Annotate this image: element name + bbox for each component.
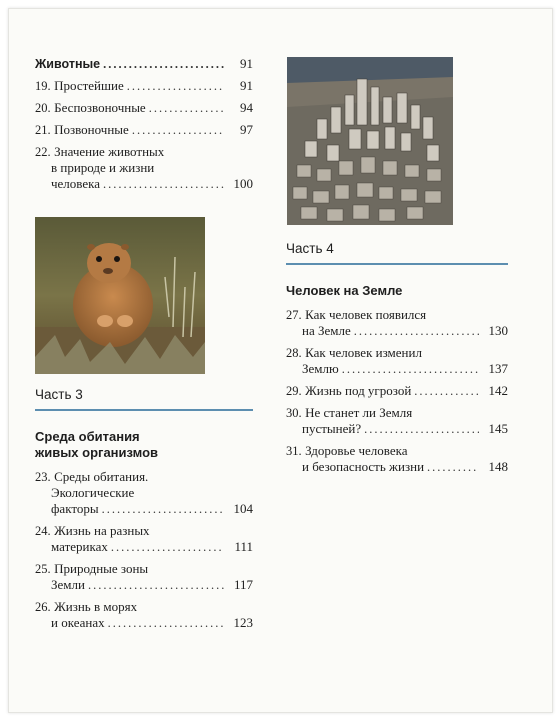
chapter-title: Как человек изменил bbox=[305, 345, 422, 360]
section-title-line: Человек на Земле bbox=[286, 283, 403, 298]
toc-list-part-3 bbox=[35, 469, 253, 631]
toc-heading-animals bbox=[35, 56, 253, 72]
chapter-number: 25. bbox=[35, 562, 51, 576]
toc-entry-line bbox=[286, 405, 508, 421]
page-number: 97 bbox=[240, 122, 253, 137]
chapter-title: Жизнь в морях bbox=[54, 599, 138, 614]
toc-entry-line bbox=[286, 459, 508, 475]
toc-entry-line bbox=[35, 78, 253, 94]
toc-entry-line bbox=[35, 176, 253, 192]
part-divider bbox=[35, 409, 253, 411]
chapter-number: 21. bbox=[35, 123, 51, 137]
toc-list-part-4 bbox=[286, 307, 508, 475]
chapter-title: Как человек появился bbox=[305, 307, 427, 322]
page-number: 145 bbox=[488, 421, 508, 436]
part-label: Часть 3 bbox=[35, 387, 83, 402]
toc-entry-line bbox=[286, 443, 508, 459]
leader-dots bbox=[364, 421, 479, 437]
toc-entry bbox=[35, 561, 253, 593]
chapter-title: Среды обитания. bbox=[54, 469, 149, 484]
chapter-title: Беспозвоночные bbox=[54, 100, 146, 115]
chapter-title: Простейшие bbox=[54, 78, 124, 93]
chapter-title: Жизнь под угрозой bbox=[305, 383, 412, 398]
chapter-title: на Земле bbox=[302, 323, 351, 338]
page-number: 100 bbox=[233, 176, 253, 191]
toc-animals bbox=[35, 56, 253, 198]
page-number: 148 bbox=[488, 459, 508, 474]
toc-entry-line bbox=[35, 615, 253, 631]
toc-entry bbox=[35, 144, 253, 192]
chapter-title: и безопасность жизни bbox=[302, 459, 425, 474]
toc-entry-line bbox=[35, 122, 253, 138]
page-number: 130 bbox=[488, 323, 508, 338]
chapter-title: Земли bbox=[51, 577, 85, 592]
section-title-line: Среда обитания bbox=[35, 429, 140, 444]
chapter-number: 26. bbox=[35, 600, 51, 614]
chapter-title: Природные зоны bbox=[54, 561, 149, 576]
toc-entry-line bbox=[35, 539, 253, 555]
page-number: 142 bbox=[488, 383, 508, 398]
toc-entry bbox=[35, 469, 253, 517]
chapter-title: человека bbox=[51, 176, 101, 191]
leader-dots bbox=[127, 78, 224, 94]
leader-dots bbox=[427, 459, 479, 475]
section-title bbox=[286, 283, 508, 299]
toc-entry bbox=[286, 345, 508, 377]
part-divider bbox=[286, 263, 508, 265]
toc-entry bbox=[35, 599, 253, 631]
leader-dots bbox=[132, 122, 224, 138]
leader-dots bbox=[103, 56, 224, 72]
page-number: 91 bbox=[240, 56, 253, 71]
page-number: 137 bbox=[488, 361, 508, 376]
chapter-title: Здоровье человека bbox=[305, 443, 408, 458]
toc-entry bbox=[35, 100, 253, 116]
toc-part-4 bbox=[286, 241, 508, 481]
chapter-title: факторы bbox=[51, 501, 99, 516]
toc-part-3 bbox=[35, 387, 253, 637]
chapter-title: материках bbox=[51, 539, 108, 554]
chapter-number: 29. bbox=[286, 384, 302, 398]
leader-dots bbox=[354, 323, 479, 339]
chapter-title: Жизнь на разных bbox=[54, 523, 150, 538]
leader-dots bbox=[103, 176, 224, 192]
book-page bbox=[8, 8, 553, 713]
toc-entry-line bbox=[35, 100, 253, 116]
chapter-number: 24. bbox=[35, 524, 51, 538]
chapter-title: пустыней? bbox=[302, 421, 362, 436]
toc-entry bbox=[35, 122, 253, 138]
toc-entry-line bbox=[35, 501, 253, 517]
toc-entry-line bbox=[35, 160, 253, 176]
toc-entry-line bbox=[35, 577, 253, 593]
chapter-title: Землю bbox=[302, 361, 339, 376]
chapter-number: 23. bbox=[35, 470, 51, 484]
leader-dots bbox=[414, 383, 479, 399]
part-label: Часть 4 bbox=[286, 241, 334, 256]
toc-entry bbox=[286, 307, 508, 339]
chapter-title: Не станет ли Земля bbox=[305, 405, 413, 420]
page-number: 117 bbox=[233, 577, 253, 592]
section-title bbox=[35, 429, 253, 461]
toc-entry bbox=[286, 443, 508, 475]
chapter-number: 20. bbox=[35, 101, 51, 115]
toc-entry-line bbox=[35, 561, 253, 577]
page-number: 104 bbox=[233, 501, 253, 516]
toc-entry-line bbox=[35, 469, 253, 485]
toc-entry-line bbox=[286, 345, 508, 361]
chapter-title: Значение животных bbox=[54, 144, 165, 159]
chapter-number: 30. bbox=[286, 406, 302, 420]
leader-dots bbox=[111, 539, 224, 555]
city-aerial-photo bbox=[287, 57, 453, 225]
leader-dots bbox=[108, 615, 224, 631]
page-number: 111 bbox=[234, 539, 253, 554]
toc-list-animals bbox=[35, 78, 253, 192]
toc-entry-line bbox=[35, 485, 253, 501]
toc-entry-line bbox=[286, 421, 508, 437]
leader-dots bbox=[88, 577, 224, 593]
chapter-number: 19. bbox=[35, 79, 51, 93]
chapter-number: 31. bbox=[286, 444, 302, 458]
toc-entry-line bbox=[35, 144, 253, 160]
page-number: 123 bbox=[233, 615, 253, 630]
toc-entry bbox=[286, 405, 508, 437]
chapter-title: Позвоночные bbox=[54, 122, 129, 137]
chapter-number: 28. bbox=[286, 346, 302, 360]
section-title-line: живых организмов bbox=[35, 445, 159, 460]
chapter-title: и океанах bbox=[51, 615, 105, 630]
page-number: 94 bbox=[240, 100, 253, 115]
toc-entry-line bbox=[35, 599, 253, 615]
toc-entry-line bbox=[286, 383, 508, 399]
page-number: 91 bbox=[240, 78, 253, 93]
chapter-number: 27. bbox=[286, 308, 302, 322]
leader-dots bbox=[102, 501, 224, 517]
leader-dots bbox=[149, 100, 224, 116]
toc-entry bbox=[35, 78, 253, 94]
chapter-title: Экологические bbox=[51, 485, 135, 500]
toc-entry bbox=[286, 383, 508, 399]
chapter-number: 22. bbox=[35, 145, 51, 159]
toc-entry-line bbox=[286, 323, 508, 339]
leader-dots bbox=[342, 361, 479, 377]
heading-title: Животные bbox=[35, 57, 101, 71]
gopher-photo bbox=[35, 217, 205, 374]
toc-entry-line bbox=[35, 523, 253, 539]
chapter-title: в природе и жизни bbox=[51, 160, 155, 175]
toc-entry-line bbox=[286, 307, 508, 323]
toc-entry bbox=[35, 523, 253, 555]
toc-entry-line bbox=[286, 361, 508, 377]
